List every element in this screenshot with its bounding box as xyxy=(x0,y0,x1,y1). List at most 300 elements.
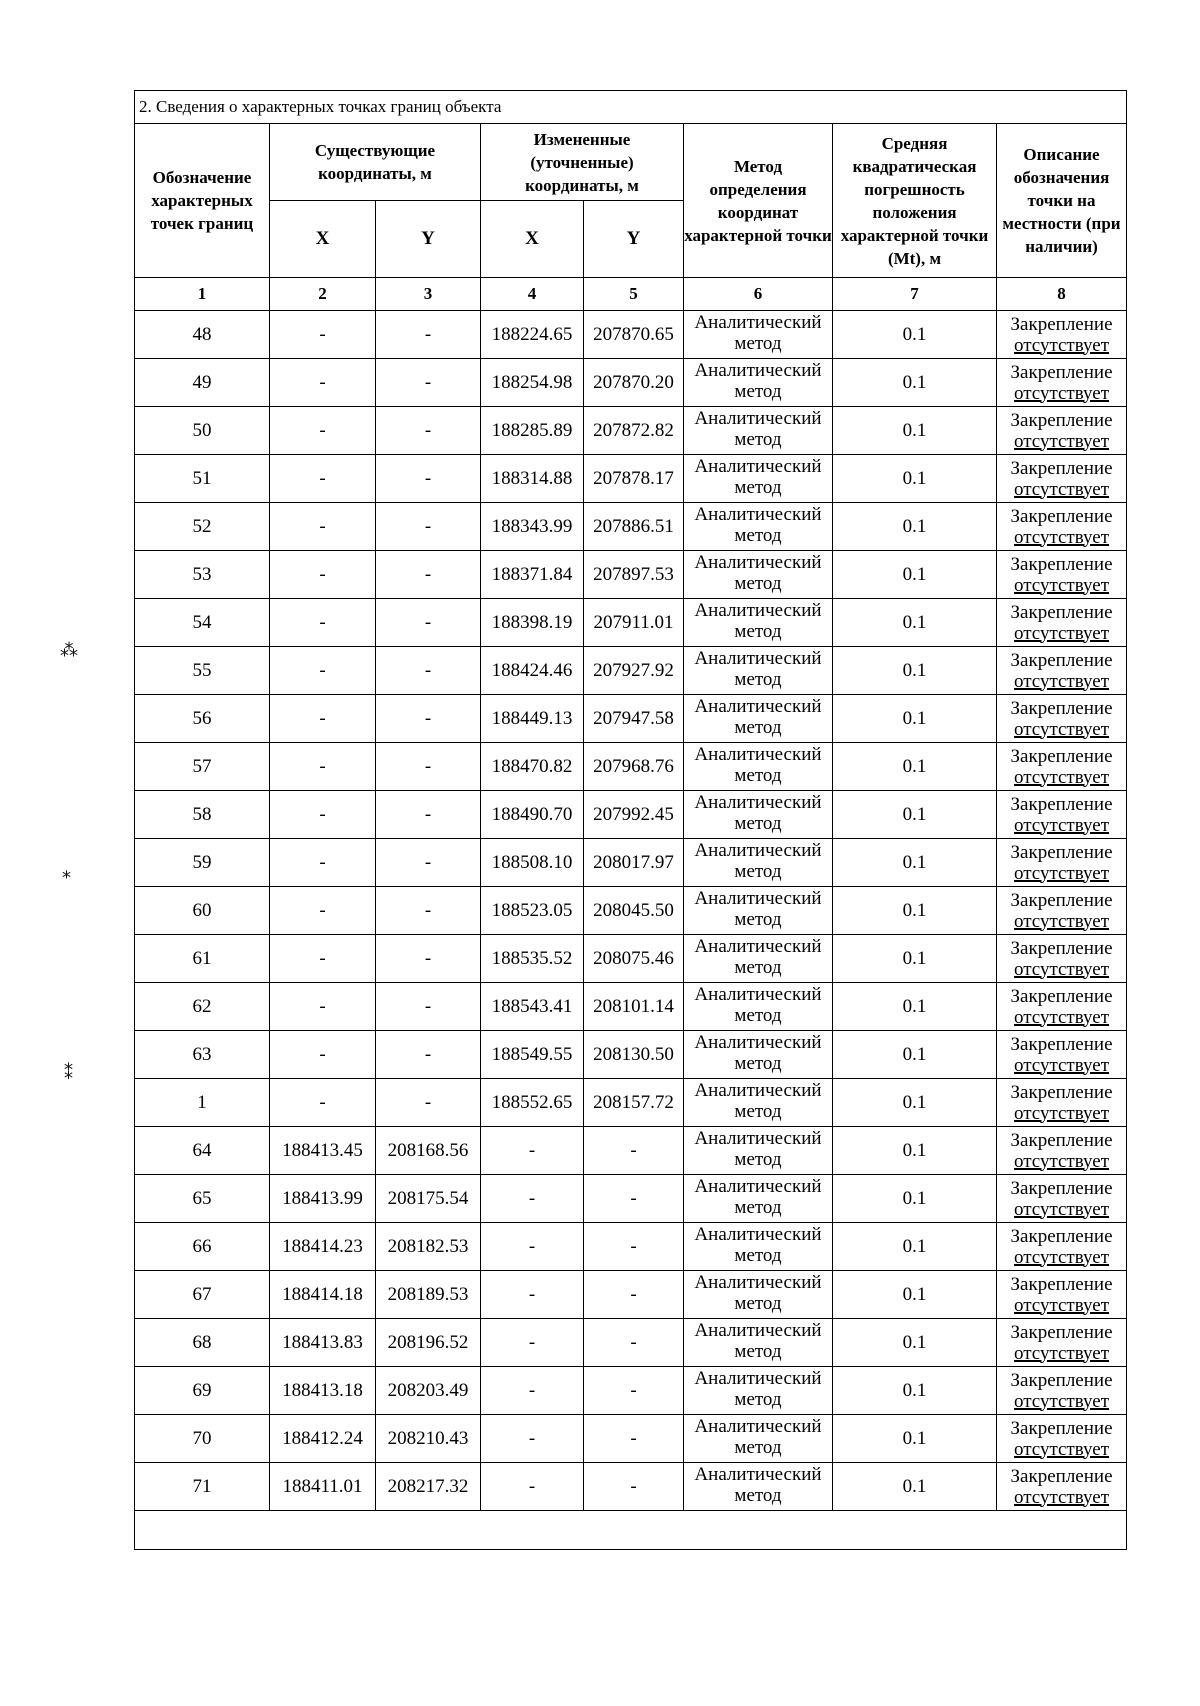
existing-x-cell: - xyxy=(270,311,376,359)
table-row xyxy=(135,1223,1127,1271)
boundary-points-table xyxy=(134,90,1127,1550)
updated-x-cell: - xyxy=(481,1175,584,1223)
description-line: отсутствует xyxy=(1013,382,1110,404)
column-number: 2 xyxy=(270,278,376,311)
existing-x-cell: - xyxy=(270,407,376,455)
method-line: Аналитический xyxy=(694,648,822,669)
point-id-cell: 56 xyxy=(135,695,270,743)
updated-y-cell: - xyxy=(584,1271,684,1319)
updated-x-cell: 188254.98 xyxy=(481,359,584,407)
method-line: Аналитический xyxy=(694,1224,822,1245)
existing-x-cell: - xyxy=(270,983,376,1031)
existing-y-cell: 208203.49 xyxy=(376,1367,481,1415)
point-id-cell: 57 xyxy=(135,743,270,791)
existing-y-cell: 208217.32 xyxy=(376,1463,481,1511)
existing-x-cell: - xyxy=(270,359,376,407)
method-line: метод xyxy=(734,909,782,930)
table-row xyxy=(135,695,1127,743)
existing-y-cell: - xyxy=(376,695,481,743)
description-line: отсутствует xyxy=(1013,862,1110,884)
updated-x-cell: 188490.70 xyxy=(481,791,584,839)
description-line: Закрепление xyxy=(1010,553,1113,575)
updated-y-cell: - xyxy=(584,1223,684,1271)
method-line: Аналитический xyxy=(694,744,822,765)
description-line: Закрепление xyxy=(1010,697,1113,719)
existing-x-cell: - xyxy=(270,599,376,647)
column-number: 5 xyxy=(584,278,684,311)
method-line: Аналитический xyxy=(694,984,822,1005)
table-row xyxy=(135,1367,1127,1415)
updated-y-cell: 207992.45 xyxy=(584,791,684,839)
updated-y-cell: - xyxy=(584,1319,684,1367)
description-line: Закрепление xyxy=(1010,601,1113,623)
description-line: Закрепление xyxy=(1010,745,1113,767)
column-number: 1 xyxy=(135,278,270,311)
method-line: метод xyxy=(734,1197,782,1218)
existing-y-cell: - xyxy=(376,887,481,935)
description-cell xyxy=(997,455,1127,503)
existing-x-cell: 188411.01 xyxy=(270,1463,376,1511)
updated-y-cell: 207886.51 xyxy=(584,503,684,551)
updated-y-cell: 207911.01 xyxy=(584,599,684,647)
method-cell xyxy=(684,407,833,455)
description-cell xyxy=(997,1223,1127,1271)
point-id-cell: 70 xyxy=(135,1415,270,1463)
description-line: отсутствует xyxy=(1013,430,1110,452)
header-existing-coords: Существующие координаты, м xyxy=(270,124,481,201)
method-line: Аналитический xyxy=(694,552,822,573)
method-cell xyxy=(684,1271,833,1319)
table-row xyxy=(135,743,1127,791)
method-cell xyxy=(684,1319,833,1367)
mean-error-cell: 0.1 xyxy=(833,1415,997,1463)
existing-y-cell: - xyxy=(376,551,481,599)
point-id-cell: 65 xyxy=(135,1175,270,1223)
description-line: Закрепление xyxy=(1010,505,1113,527)
description-line: отсутствует xyxy=(1013,1486,1110,1508)
updated-x-cell: - xyxy=(481,1271,584,1319)
description-line: отсутствует xyxy=(1013,1150,1110,1172)
margin-mark: ⁂ xyxy=(60,640,78,661)
existing-x-cell: - xyxy=(270,887,376,935)
column-number: 3 xyxy=(376,278,481,311)
existing-x-cell: 188413.99 xyxy=(270,1175,376,1223)
method-cell xyxy=(684,503,833,551)
column-number: 6 xyxy=(684,278,833,311)
point-id-cell: 50 xyxy=(135,407,270,455)
updated-y-cell: 208075.46 xyxy=(584,935,684,983)
table-row xyxy=(135,1415,1127,1463)
updated-y-cell: 208017.97 xyxy=(584,839,684,887)
mean-error-cell: 0.1 xyxy=(833,1175,997,1223)
document-sheet xyxy=(134,90,1126,1550)
header-existing-x: X xyxy=(270,201,376,278)
table-row xyxy=(135,599,1127,647)
existing-y-cell: - xyxy=(376,647,481,695)
point-id-cell: 66 xyxy=(135,1223,270,1271)
existing-y-cell: - xyxy=(376,1031,481,1079)
mean-error-cell: 0.1 xyxy=(833,503,997,551)
method-line: Аналитический xyxy=(694,456,822,477)
method-line: Аналитический xyxy=(694,792,822,813)
existing-y-cell: 208210.43 xyxy=(376,1415,481,1463)
updated-y-cell: 207878.17 xyxy=(584,455,684,503)
existing-y-cell: - xyxy=(376,311,481,359)
table-row xyxy=(135,1319,1127,1367)
existing-x-cell: - xyxy=(270,935,376,983)
existing-x-cell: 188413.18 xyxy=(270,1367,376,1415)
table-row xyxy=(135,887,1127,935)
existing-x-cell: 188413.45 xyxy=(270,1127,376,1175)
method-line: Аналитический xyxy=(694,1272,822,1293)
point-id-cell: 69 xyxy=(135,1367,270,1415)
existing-x-cell: - xyxy=(270,743,376,791)
method-line: Аналитический xyxy=(694,1416,822,1437)
mean-error-cell: 0.1 xyxy=(833,647,997,695)
description-cell xyxy=(997,407,1127,455)
table-row xyxy=(135,983,1127,1031)
point-id-cell: 68 xyxy=(135,1319,270,1367)
description-line: Закрепление xyxy=(1010,457,1113,479)
header-updated-y: Y xyxy=(584,201,684,278)
method-cell xyxy=(684,1079,833,1127)
description-line: Закрепление xyxy=(1010,313,1113,335)
method-cell xyxy=(684,983,833,1031)
margin-mark: ⁎ xyxy=(62,862,71,883)
method-cell xyxy=(684,311,833,359)
method-line: метод xyxy=(734,333,782,354)
table-body xyxy=(135,311,1127,1511)
method-line: Аналитический xyxy=(694,1368,822,1389)
description-line: отсутствует xyxy=(1013,958,1110,980)
updated-x-cell: - xyxy=(481,1463,584,1511)
table-row xyxy=(135,791,1127,839)
point-id-cell: 49 xyxy=(135,359,270,407)
description-line: Закрепление xyxy=(1010,361,1113,383)
table-row xyxy=(135,839,1127,887)
description-line: отсутствует xyxy=(1013,670,1110,692)
description-cell xyxy=(997,695,1127,743)
existing-x-cell: - xyxy=(270,647,376,695)
method-line: метод xyxy=(734,1437,782,1458)
description-line: Закрепление xyxy=(1010,1465,1113,1487)
existing-y-cell: - xyxy=(376,503,481,551)
table-row xyxy=(135,359,1127,407)
description-line: Закрепление xyxy=(1010,841,1113,863)
mean-error-cell: 0.1 xyxy=(833,839,997,887)
method-line: метод xyxy=(734,429,782,450)
updated-x-cell: 188285.89 xyxy=(481,407,584,455)
updated-x-cell: - xyxy=(481,1415,584,1463)
description-line: отсутствует xyxy=(1013,1102,1110,1124)
updated-y-cell: 207947.58 xyxy=(584,695,684,743)
description-line: Закрепление xyxy=(1010,1033,1113,1055)
description-line: отсутствует xyxy=(1013,1342,1110,1364)
mean-error-cell: 0.1 xyxy=(833,887,997,935)
existing-y-cell: - xyxy=(376,791,481,839)
existing-y-cell: - xyxy=(376,1079,481,1127)
updated-y-cell: 208101.14 xyxy=(584,983,684,1031)
mean-error-cell: 0.1 xyxy=(833,1463,997,1511)
method-line: метод xyxy=(734,957,782,978)
method-line: метод xyxy=(734,381,782,402)
mean-error-cell: 0.1 xyxy=(833,695,997,743)
updated-y-cell: 207897.53 xyxy=(584,551,684,599)
updated-x-cell: 188398.19 xyxy=(481,599,584,647)
method-line: Аналитический xyxy=(694,312,822,333)
method-line: Аналитический xyxy=(694,360,822,381)
description-line: отсутствует xyxy=(1013,1006,1110,1028)
method-line: метод xyxy=(734,525,782,546)
description-cell xyxy=(997,647,1127,695)
method-line: Аналитический xyxy=(694,696,822,717)
method-line: метод xyxy=(734,717,782,738)
method-line: метод xyxy=(734,1293,782,1314)
method-line: метод xyxy=(734,1149,782,1170)
description-cell xyxy=(997,1415,1127,1463)
updated-y-cell: 208157.72 xyxy=(584,1079,684,1127)
mean-error-cell: 0.1 xyxy=(833,1127,997,1175)
description-line: отсутствует xyxy=(1013,1246,1110,1268)
table-row xyxy=(135,1463,1127,1511)
existing-y-cell: - xyxy=(376,743,481,791)
updated-x-cell: 188523.05 xyxy=(481,887,584,935)
description-cell xyxy=(997,1367,1127,1415)
updated-y-cell: 207870.20 xyxy=(584,359,684,407)
updated-x-cell: - xyxy=(481,1367,584,1415)
method-line: метод xyxy=(734,1485,782,1506)
method-line: метод xyxy=(734,1341,782,1362)
method-line: Аналитический xyxy=(694,936,822,957)
column-number: 8 xyxy=(997,278,1127,311)
updated-y-cell: 208130.50 xyxy=(584,1031,684,1079)
point-id-cell: 58 xyxy=(135,791,270,839)
description-cell xyxy=(997,983,1127,1031)
description-line: Закрепление xyxy=(1010,409,1113,431)
table-row xyxy=(135,935,1127,983)
method-line: метод xyxy=(734,477,782,498)
point-id-cell: 55 xyxy=(135,647,270,695)
mean-error-cell: 0.1 xyxy=(833,1367,997,1415)
description-line: отсутствует xyxy=(1013,334,1110,356)
method-line: Аналитический xyxy=(694,600,822,621)
header-updated-x: X xyxy=(481,201,584,278)
point-id-cell: 67 xyxy=(135,1271,270,1319)
description-cell xyxy=(997,503,1127,551)
method-line: метод xyxy=(734,1005,782,1026)
method-line: Аналитический xyxy=(694,888,822,909)
mean-error-cell: 0.1 xyxy=(833,599,997,647)
description-line: отсутствует xyxy=(1013,526,1110,548)
description-cell xyxy=(997,1127,1127,1175)
point-id-cell: 48 xyxy=(135,311,270,359)
column-number: 4 xyxy=(481,278,584,311)
method-line: метод xyxy=(734,573,782,594)
point-id-cell: 60 xyxy=(135,887,270,935)
header-point-designation: Обозначение характерных точек границ xyxy=(135,124,270,278)
table-row xyxy=(135,503,1127,551)
method-cell xyxy=(684,1031,833,1079)
description-line: Закрепление xyxy=(1010,985,1113,1007)
existing-y-cell: - xyxy=(376,983,481,1031)
description-cell xyxy=(997,887,1127,935)
description-cell xyxy=(997,1175,1127,1223)
mean-error-cell: 0.1 xyxy=(833,359,997,407)
method-line: Аналитический xyxy=(694,1320,822,1341)
mean-error-cell: 0.1 xyxy=(833,1319,997,1367)
description-cell xyxy=(997,311,1127,359)
updated-x-cell: 188549.55 xyxy=(481,1031,584,1079)
point-id-cell: 51 xyxy=(135,455,270,503)
section-title: 2. Сведения о характерных точках границ объекта xyxy=(135,91,1127,124)
point-id-cell: 64 xyxy=(135,1127,270,1175)
method-cell xyxy=(684,1127,833,1175)
method-cell xyxy=(684,551,833,599)
method-cell xyxy=(684,839,833,887)
method-line: метод xyxy=(734,813,782,834)
existing-x-cell: - xyxy=(270,551,376,599)
updated-y-cell: 207870.65 xyxy=(584,311,684,359)
table-row xyxy=(135,1079,1127,1127)
description-cell xyxy=(997,551,1127,599)
description-cell xyxy=(997,935,1127,983)
existing-y-cell: - xyxy=(376,935,481,983)
mean-error-cell: 0.1 xyxy=(833,1271,997,1319)
updated-y-cell: - xyxy=(584,1463,684,1511)
method-cell xyxy=(684,1367,833,1415)
description-line: отсутствует xyxy=(1013,1294,1110,1316)
method-line: метод xyxy=(734,1245,782,1266)
description-line: отсутствует xyxy=(1013,1438,1110,1460)
point-id-cell: 61 xyxy=(135,935,270,983)
mean-error-cell: 0.1 xyxy=(833,743,997,791)
table-row xyxy=(135,1031,1127,1079)
description-line: Закрепление xyxy=(1010,1129,1113,1151)
updated-y-cell: 208045.50 xyxy=(584,887,684,935)
updated-x-cell: 188552.65 xyxy=(481,1079,584,1127)
mean-error-cell: 0.1 xyxy=(833,1031,997,1079)
header-description: Описание обозначения точки на местности (при наличии) xyxy=(997,124,1127,278)
table-row xyxy=(135,647,1127,695)
description-line: Закрепление xyxy=(1010,1369,1113,1391)
mean-error-cell: 0.1 xyxy=(833,551,997,599)
description-cell xyxy=(997,839,1127,887)
description-line: отсутствует xyxy=(1013,1390,1110,1412)
description-line: Закрепление xyxy=(1010,1225,1113,1247)
existing-x-cell: - xyxy=(270,791,376,839)
existing-y-cell: 208175.54 xyxy=(376,1175,481,1223)
method-line: Аналитический xyxy=(694,1032,822,1053)
updated-x-cell: - xyxy=(481,1127,584,1175)
point-id-cell: 63 xyxy=(135,1031,270,1079)
existing-x-cell: 188414.18 xyxy=(270,1271,376,1319)
point-id-cell: 52 xyxy=(135,503,270,551)
header-mean-error: Средняя квадратическая погрешность положения характерной точки (Mt), м xyxy=(833,124,997,278)
method-cell xyxy=(684,1175,833,1223)
existing-x-cell: 188413.83 xyxy=(270,1319,376,1367)
description-line: отсутствует xyxy=(1013,574,1110,596)
method-cell xyxy=(684,1415,833,1463)
method-line: метод xyxy=(734,669,782,690)
description-line: отсутствует xyxy=(1013,814,1110,836)
table-row xyxy=(135,1271,1127,1319)
existing-y-cell: 208168.56 xyxy=(376,1127,481,1175)
updated-x-cell: 188314.88 xyxy=(481,455,584,503)
existing-y-cell: - xyxy=(376,455,481,503)
method-line: Аналитический xyxy=(694,1464,822,1485)
existing-x-cell: 188412.24 xyxy=(270,1415,376,1463)
description-line: отсутствует xyxy=(1013,478,1110,500)
point-id-cell: 62 xyxy=(135,983,270,1031)
method-cell xyxy=(684,743,833,791)
mean-error-cell: 0.1 xyxy=(833,311,997,359)
description-line: Закрепление xyxy=(1010,649,1113,671)
description-cell xyxy=(997,1271,1127,1319)
existing-y-cell: 208189.53 xyxy=(376,1271,481,1319)
description-cell xyxy=(997,743,1127,791)
updated-x-cell: 188224.65 xyxy=(481,311,584,359)
mean-error-cell: 0.1 xyxy=(833,983,997,1031)
table-row xyxy=(135,1127,1127,1175)
header-method: Метод определения координат характерной точки xyxy=(684,124,833,278)
existing-y-cell: 208182.53 xyxy=(376,1223,481,1271)
updated-x-cell: 188343.99 xyxy=(481,503,584,551)
point-id-cell: 59 xyxy=(135,839,270,887)
description-line: отсутствует xyxy=(1013,622,1110,644)
point-id-cell: 1 xyxy=(135,1079,270,1127)
existing-x-cell: 188414.23 xyxy=(270,1223,376,1271)
header-updated-coords: Измененные (уточненные) координаты, м xyxy=(481,124,684,201)
updated-x-cell: 188470.82 xyxy=(481,743,584,791)
method-line: Аналитический xyxy=(694,1080,822,1101)
existing-y-cell: - xyxy=(376,599,481,647)
method-cell xyxy=(684,1463,833,1511)
updated-y-cell: 207927.92 xyxy=(584,647,684,695)
description-line: Закрепление xyxy=(1010,1417,1113,1439)
updated-y-cell: 207872.82 xyxy=(584,407,684,455)
mean-error-cell: 0.1 xyxy=(833,455,997,503)
updated-x-cell: 188371.84 xyxy=(481,551,584,599)
header-existing-y: Y xyxy=(376,201,481,278)
table-row xyxy=(135,551,1127,599)
existing-y-cell: - xyxy=(376,359,481,407)
method-line: метод xyxy=(734,1053,782,1074)
method-line: метод xyxy=(734,1101,782,1122)
updated-x-cell: 188535.52 xyxy=(481,935,584,983)
updated-x-cell: - xyxy=(481,1223,584,1271)
description-cell xyxy=(997,1079,1127,1127)
updated-x-cell: 188424.46 xyxy=(481,647,584,695)
description-cell xyxy=(997,1319,1127,1367)
point-id-cell: 53 xyxy=(135,551,270,599)
updated-x-cell: 188543.41 xyxy=(481,983,584,1031)
point-id-cell: 54 xyxy=(135,599,270,647)
method-line: Аналитический xyxy=(694,1176,822,1197)
margin-mark: ⁑ xyxy=(64,1063,73,1084)
method-line: Аналитический xyxy=(694,408,822,429)
method-cell xyxy=(684,647,833,695)
method-line: метод xyxy=(734,861,782,882)
updated-x-cell: 188449.13 xyxy=(481,695,584,743)
description-line: Закрепление xyxy=(1010,1321,1113,1343)
method-line: Аналитический xyxy=(694,1128,822,1149)
description-line: Закрепление xyxy=(1010,937,1113,959)
description-cell xyxy=(997,1031,1127,1079)
method-line: метод xyxy=(734,1389,782,1410)
method-line: метод xyxy=(734,621,782,642)
updated-x-cell: 188508.10 xyxy=(481,839,584,887)
mean-error-cell: 0.1 xyxy=(833,1079,997,1127)
